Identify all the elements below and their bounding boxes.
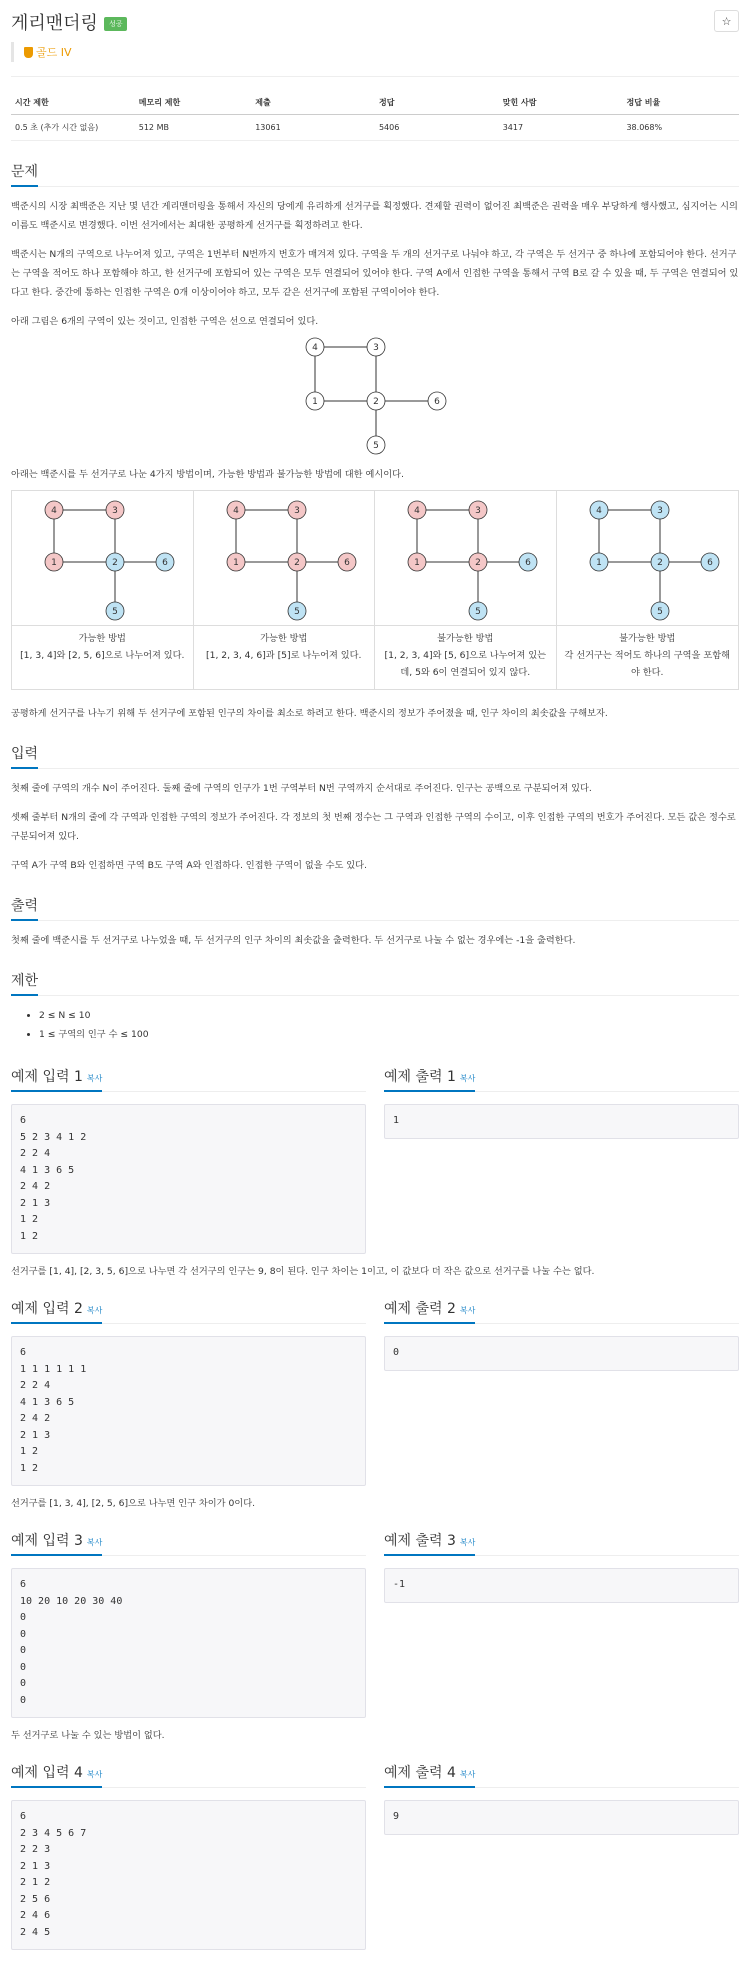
sample-pair [11, 1298, 739, 1486]
input-paragraph: 구역 A가 구역 B와 인접하면 구역 B도 구역 A와 인접하다. 인접한 구역이 없을 수도 있다. [11, 860, 367, 871]
sample-input [11, 1762, 366, 1950]
sample-input-box: 6 5 2 3 4 1 2 2 2 4 4 1 3 6 5 2 4 2 2 1 3 1 2 1 2 [11, 1104, 366, 1254]
sample-output-title: 예제 출력 4 [384, 1765, 456, 1781]
example-cell [12, 491, 194, 689]
example-title: 불가능한 방법 [619, 633, 676, 644]
region-graph-figure [11, 337, 739, 455]
problem-title: 게리맨더링 [11, 13, 98, 34]
tier-medal-icon [24, 47, 33, 58]
sample-output [384, 1066, 739, 1254]
sample-input-title: 예제 입력 2 [11, 1301, 83, 1317]
input-paragraph: 셋째 줄부터 N개의 줄에 각 구역과 인접한 구역의 정보가 주어진다. 각 정보의 첫 번째 정수는 그 구역과 인접한 구역의 수이고, 이후 인접한 구역의 번호가 주어진다. 모든 값은 정수로 구분되어져 있다. [11, 812, 736, 842]
graph-node-label: 2 [373, 397, 379, 407]
example-graph [572, 496, 722, 621]
sample-input [11, 1298, 366, 1486]
graph-node-label: 1 [312, 397, 318, 407]
graph-node-label: 6 [343, 557, 350, 568]
info-value: 512 MB [135, 115, 251, 141]
limit-item: • 1 ≤ 구역의 인구 수 ≤ 100 [39, 1025, 739, 1044]
section-limit [11, 970, 739, 1044]
section-output [11, 895, 739, 950]
problem-paragraph: 백준시는 N개의 구역으로 나누어져 있고, 구역은 1번부터 N번까지 번호가 매겨져 있다. 구역을 두 개의 선거구로 나눠야 하고, 각 구역은 두 선거구 중 하나에 포함되어야 한다. 선거구는 구역을 적어도 하나 포함해야 하고, 한 선거구에 포함되어 있는 구역은 모두 연결되어 있어야 한다. 구역 A에서 인접한 구역을 통해서 구역 B로 갈 수 있을 때, 두 구역은 연결되어 있다고 한다. 중간에 통하는 인접한 구역은 0개 이상이어야 하고, 모두 같은 선거구에 포함된 구역이어야 한다. [11, 249, 739, 298]
example-graph [390, 496, 540, 621]
copy-button[interactable]: 복사 [86, 1770, 103, 1779]
sample-pair [11, 1066, 739, 1254]
info-value: 3417 [499, 115, 623, 141]
sample-output [384, 1298, 739, 1486]
section-title: 출력 [11, 895, 38, 921]
sample-note: 선거구를 [1, 3, 4], [2, 5, 6]으로 나누면 인구 차이가 0이다. [11, 1498, 255, 1509]
graph-node-label: 5 [657, 606, 664, 617]
graph-node-label: 4 [596, 505, 603, 516]
sample-output-title: 예제 출력 3 [384, 1533, 456, 1549]
section-input [11, 743, 739, 875]
example-desc: [1, 2, 3, 4]와 [5, 6]으로 나누어져 있는데, 5와 6이 연결되어 있지 않다. [384, 650, 546, 678]
copy-button[interactable]: 복사 [86, 1074, 103, 1083]
sample-output-box: 0 [384, 1336, 739, 1371]
sample-output [384, 1762, 739, 1950]
sample-input-title: 예제 입력 3 [11, 1533, 83, 1549]
graph-node-label: 4 [312, 343, 318, 353]
graph-node-label: 4 [414, 505, 421, 516]
samples [11, 1066, 739, 1950]
star-icon: ☆ [721, 14, 732, 28]
graph-node-label: 5 [373, 441, 379, 451]
example-title: 가능한 방법 [260, 633, 308, 644]
section-title: 제한 [11, 970, 38, 996]
info-header: 시간 제한 [11, 92, 135, 115]
example-graph [27, 496, 177, 621]
info-header: 메모리 제한 [135, 92, 251, 115]
info-value: 5406 [375, 115, 499, 141]
limit-list [11, 1006, 739, 1044]
sample-output-box: 1 [384, 1104, 739, 1139]
status-badge: 성공 [104, 17, 128, 31]
copy-button[interactable]: 복사 [86, 1538, 103, 1547]
sample-input-box: 6 1 1 1 1 1 1 2 2 4 4 1 3 6 5 2 4 2 2 1 3 1 2 1 2 [11, 1336, 366, 1486]
problem-paragraph: 공평하게 선거구를 나누기 위해 두 선거구에 포함된 인구의 차이를 최소로 하려고 한다. 백준시의 정보가 주어졌을 때, 인구 차이의 최솟값을 구해보자. [11, 708, 608, 719]
example-desc: 각 선거구는 적어도 하나의 구역을 포함해야 한다. [564, 650, 730, 678]
problem-paragraph: 아래 그림은 6개의 구역이 있는 것이고, 인접한 구역은 선으로 연결되어 있다. [11, 316, 319, 327]
section-title: 입력 [11, 743, 38, 769]
sample-output-title: 예제 출력 2 [384, 1301, 456, 1317]
info-header: 정답 [375, 92, 499, 115]
copy-button[interactable]: 복사 [459, 1770, 476, 1779]
sample-input-box: 6 10 20 10 20 30 40 0 0 0 0 0 0 [11, 1568, 366, 1718]
example-cell [557, 491, 739, 689]
graph-node-label: 6 [707, 557, 714, 568]
graph-node-label: 3 [475, 505, 482, 516]
examples-grid [11, 490, 739, 690]
sample-input-title: 예제 입력 1 [11, 1069, 83, 1085]
copy-button[interactable]: 복사 [459, 1306, 476, 1315]
sample-note: 선거구를 [1, 4], [2, 3, 5, 6]으로 나누면 각 선거구의 인구는 9, 8이 된다. 인구 차이는 1이고, 이 값보다 더 작은 값으로 선거구를 나눌 수는 없다. [11, 1266, 595, 1277]
graph-node-label: 3 [112, 505, 119, 516]
divider [11, 76, 739, 77]
star-button[interactable] [714, 10, 739, 32]
graph-node-label: 2 [112, 557, 119, 568]
sample-output-box: 9 [384, 1800, 739, 1835]
copy-button[interactable]: 복사 [459, 1538, 476, 1547]
graph-node-label: 1 [596, 557, 603, 568]
graph-node-label: 6 [162, 557, 169, 568]
sample-input [11, 1066, 366, 1254]
graph-node-label: 2 [475, 557, 482, 568]
example-cell [375, 491, 557, 689]
info-header: 정답 비율 [622, 92, 739, 115]
graph-node-label: 5 [475, 606, 482, 617]
graph-node-label: 5 [112, 606, 119, 617]
info-header: 맞힌 사람 [499, 92, 623, 115]
limit-item: • 2 ≤ N ≤ 10 [39, 1006, 739, 1025]
tier-text: 골드 IV [36, 46, 72, 59]
graph-node-label: 4 [51, 505, 58, 516]
sample-output-title: 예제 출력 1 [384, 1069, 456, 1085]
region-graph [295, 337, 455, 455]
sample-input [11, 1530, 366, 1718]
graph-node-label: 3 [373, 343, 379, 353]
graph-node-label: 5 [293, 606, 300, 617]
sample-output [384, 1530, 739, 1718]
graph-node-label: 1 [51, 557, 58, 568]
graph-node-label: 3 [293, 505, 300, 516]
example-graph [209, 496, 359, 621]
problem-paragraph: 백준시의 시장 최백준은 지난 몇 년간 게리맨더링을 통해서 자신의 당에게 유리하게 선거구를 획정했다. 견제할 권력이 없어진 최백준은 권력을 매우 부당하게 행사했고, 심지어는 시의 이름도 백준시로 변경했다. 이번 선거에서는 최대한 공평하게 선거구를 획정하려고 한다. [11, 201, 738, 231]
sample-input-title: 예제 입력 4 [11, 1765, 83, 1781]
section-problem [11, 161, 739, 723]
graph-node-label: 2 [293, 557, 300, 568]
graph-node-label: 6 [434, 397, 440, 407]
sample-pair [11, 1762, 739, 1950]
graph-node-label: 4 [232, 505, 239, 516]
info-value: 13061 [251, 115, 375, 141]
graph-node-label: 6 [525, 557, 532, 568]
sample-output-box: -1 [384, 1568, 739, 1603]
info-header: 제출 [251, 92, 375, 115]
output-paragraph: 첫째 줄에 백준시를 두 선거구로 나누었을 때, 두 선거구의 인구 차이의 최솟값을 출력한다. 두 선거구로 나눌 수 없는 경우에는 -1을 출력한다. [11, 935, 576, 946]
sample-input-box: 6 2 3 4 5 6 7 2 2 3 2 1 3 2 1 2 2 5 6 2 4 6 2 4 5 [11, 1800, 366, 1950]
example-title: 가능한 방법 [78, 633, 126, 644]
copy-button[interactable]: 복사 [459, 1074, 476, 1083]
problem-info-table [11, 92, 739, 141]
problem-paragraph: 아래는 백준시를 두 선거구로 나눈 4가지 방법이며, 가능한 방법과 불가능한 방법에 대한 예시이다. [11, 469, 404, 480]
graph-node-label: 2 [657, 557, 664, 568]
example-desc: [1, 3, 4]와 [2, 5, 6]으로 나누어져 있다. [20, 650, 185, 661]
copy-button[interactable]: 복사 [86, 1306, 103, 1315]
info-value: 0.5 초 (추가 시간 없음) [11, 115, 135, 141]
section-title: 문제 [11, 161, 38, 187]
example-cell [194, 491, 376, 689]
sample-pair [11, 1530, 739, 1718]
input-paragraph: 첫째 줄에 구역의 개수 N이 주어진다. 둘째 줄에 구역의 인구가 1번 구역부터 N번 구역까지 순서대로 주어진다. 인구는 공백으로 구분되어져 있다. [11, 783, 592, 794]
info-value: 38.068% [622, 115, 739, 141]
tier-label[interactable] [11, 42, 739, 62]
sample-note: 두 선거구로 나눌 수 있는 방법이 없다. [11, 1730, 165, 1741]
graph-node-label: 3 [657, 505, 664, 516]
example-title: 불가능한 방법 [437, 633, 494, 644]
graph-node-label: 1 [414, 557, 421, 568]
title-row [11, 8, 739, 36]
example-desc: [1, 2, 3, 4, 6]과 [5]로 나누어져 있다. [206, 650, 362, 661]
graph-node-label: 1 [232, 557, 239, 568]
